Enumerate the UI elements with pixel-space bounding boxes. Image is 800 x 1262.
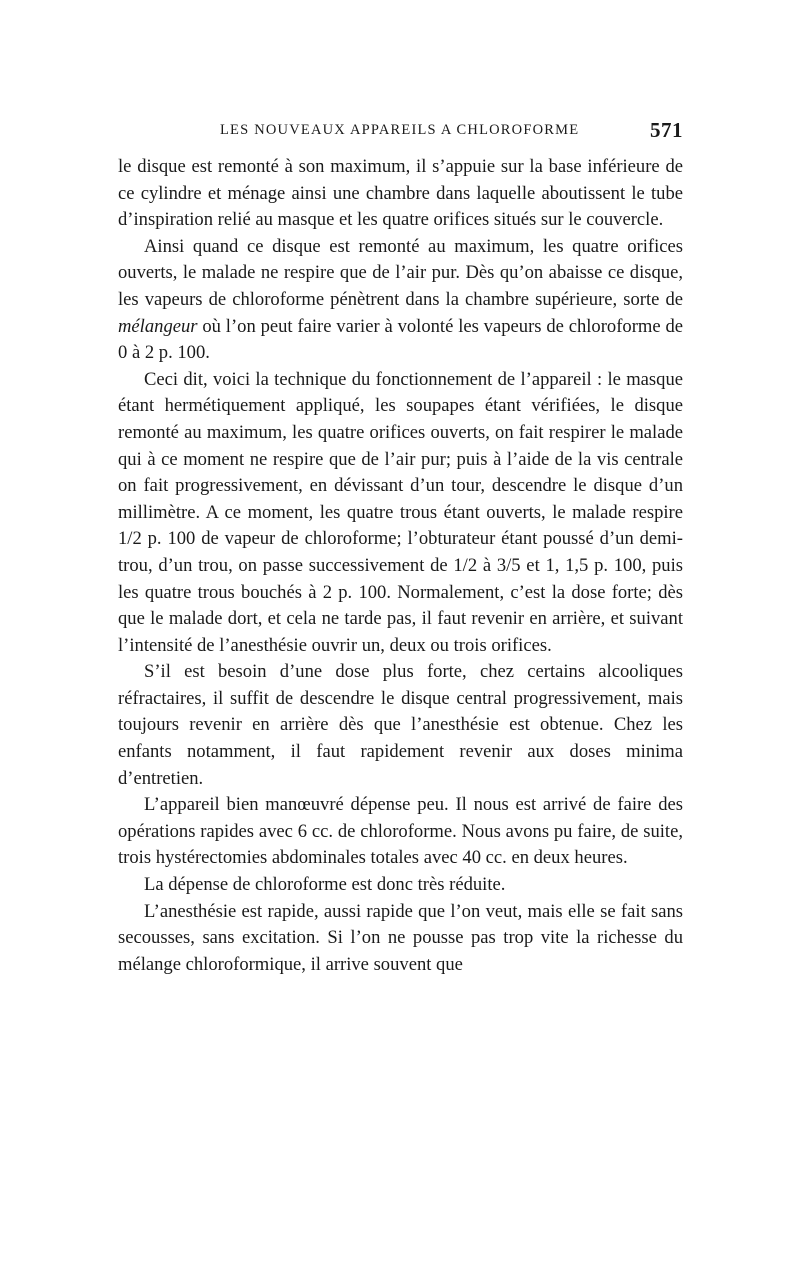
page-number: 571	[650, 118, 683, 142]
body-text	[118, 154, 683, 978]
paragraph-text: où l’on peut faire varier à volonté les vapeurs de chloroforme de 0 à 2 p. 100.	[118, 315, 683, 364]
paragraph-reduite: La dépense de chloroforme est donc très réduite.	[144, 874, 506, 896]
paragraph-continuation: le disque est remonté à son maximum, il s’appuie sur la base inférieure de ce cylindre et ménage ainsi une chambre dans laquelle aboutissent le tube d’inspiration relié au masque et les quatre orifices situés sur le couvercle.	[118, 156, 683, 231]
paragraph-dose-forte: S’il est besoin d’une dose plus forte, chez certains alcooliques réfractaires, il suffit de descendre le disque central progressivement, mais toujours revenir en arrière dès que l’anesthésie est obtenue. Chez les enfants notamment, il faut rapidement revenir aux doses minima d’entretien.	[118, 661, 683, 789]
running-head	[118, 118, 683, 144]
paragraph-depense: L’appareil bien manœuvré dépense peu. Il nous est arrivé de faire des opérations rapides avec 6 cc. de chloroforme. Nous avons pu faire, de suite, trois hystérectomies abdominales totales avec 40 cc. en deux heures.	[118, 794, 683, 869]
italic-term: mélangeur	[118, 315, 198, 337]
paragraph-disque-maximum	[118, 234, 683, 367]
running-title: LES NOUVEAUX APPAREILS A CHLOROFORME	[220, 122, 580, 138]
paragraph-technique: Ceci dit, voici la technique du fonctionnement de l’appareil : le masque étant hermétiquement appliqué, les soupapes étant vérifiées, le disque remonté au maximum, les quatre orifices ouverts, on fait respirer le malade qui à ce moment ne respire que de l’air pur; puis à l’aide de la vis centrale on fait progressivement, en dévissant d’un tour, descendre le disque d’un millimètre. A ce moment, les quatre trous étant ouverts, le malade respire 1/2 p. 100 de vapeur de chloroforme; l’obturateur étant poussé d’un demi-trou, d’un trou, on passe successivement de 1/2 à 3/5 et 1, 1,5 p. 100, puis les quatre trous bouchés à 2 p. 100. Normalement, c’est la dose forte; dès que le malade dort, et cela ne tarde pas, il faut revenir en arrière, et suivant l’intensité de l’anesthésie ouvrir un, deux ou trois orifices.	[118, 368, 683, 656]
paragraph-text: Ainsi quand ce disque est remonté au maximum, les quatre orifices ouverts, le malade ne respire que de l’air pur. Dès qu’on abaisse ce disque, les vapeurs de chloroforme pénètrent dans la chambre supérieure, sorte de	[118, 235, 683, 310]
paragraph-anesthesie: L’anesthésie est rapide, aussi rapide que l’on veut, mais elle se fait sans secousses, sans excitation. Si l’on ne pousse pas trop vite la richesse du mélange chloroformique, il arrive souvent que	[118, 900, 683, 975]
